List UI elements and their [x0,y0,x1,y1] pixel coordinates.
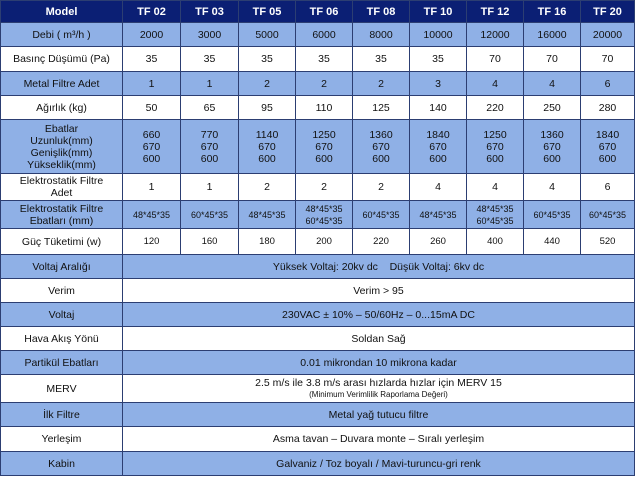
row-label-line: Yükseklik(mm) [27,158,96,171]
table-cell [181,120,239,174]
table-cell: 5000 [239,23,296,47]
table-cell: 125 [353,96,410,120]
table-cell: 2 [353,174,410,201]
table-cell: 70 [524,47,581,72]
table-cell: 35 [353,47,410,72]
table-cell: 70 [581,47,635,72]
cell-line: 60*45*35 [362,209,400,220]
header-model: TF 10 [410,1,467,23]
row-label-line: Adet [50,187,73,199]
table-cell [467,201,524,229]
table-cell: 440 [524,229,581,255]
table-cell: 220 [467,96,524,120]
table-cell: 0.01 mikrondan 10 mikrona kadar [123,351,635,375]
table-cell: 1 [123,72,181,96]
cell-line: 48*45*35 [419,209,457,220]
table-cell: 6 [581,174,635,201]
row-label [1,174,123,201]
row-label: MERV [1,375,123,403]
table-cell: 50 [123,96,181,120]
cell-line: 670 [200,140,219,153]
row-ebatlar [1,120,635,174]
table-cell [524,201,581,229]
cell-line: 600 [258,152,276,165]
table-cell: 35 [296,47,353,72]
row-label: İlk Filtre [1,403,123,427]
table-cell [524,120,581,174]
table-cell [181,201,239,229]
table-cell: 35 [239,47,296,72]
cell-line: 60*45*35 [533,209,571,220]
table-cell: 2 [296,72,353,96]
row-verim [1,279,635,303]
table-cell: 2 [353,72,410,96]
cell-line: 1840 [426,128,450,141]
table-cell: Verim > 95 [123,279,635,303]
table-cell: 160 [181,229,239,255]
row-basinc [1,47,635,72]
row-hava-akis [1,327,635,351]
table-cell: 8000 [353,23,410,47]
table-cell [123,120,181,174]
row-label-line: Ebatlar [44,122,79,135]
table-cell: 4 [467,174,524,201]
table-cell: 6000 [296,23,353,47]
table-cell: Yüksek Voltaj: 20kv dc Düşük Voltaj: 6kv dc [123,255,635,279]
table-cell: 4 [524,174,581,201]
row-label: Kabin [1,452,123,476]
table-cell [123,375,635,403]
row-agirlik [1,96,635,120]
row-label: Verim [1,279,123,303]
table-cell [239,120,296,174]
header-model: TF 16 [524,1,581,23]
cell-line: 670 [258,140,276,153]
table-cell: 1 [181,72,239,96]
cell-line: 1840 [595,128,620,141]
row-elektrostatik-adet [1,174,635,201]
cell-line: 1140 [255,128,279,141]
table-cell [410,201,467,229]
table-cell [581,120,635,174]
table-cell: Soldan Sağ [123,327,635,351]
table-cell: 520 [581,229,635,255]
cell-line: 48*45*35 [132,209,171,220]
row-label [1,120,123,174]
table-cell: 280 [581,96,635,120]
cell-line: 660 [142,128,161,141]
cell-line: 770 [200,128,219,141]
row-metal-filtre [1,72,635,96]
table-cell: 35 [181,47,239,72]
header-row [1,1,635,23]
header-model: TF 02 [123,1,181,23]
row-yerlesim [1,427,635,452]
table-cell: 16000 [524,23,581,47]
table-cell: 3 [410,72,467,96]
cell-line: 600 [200,152,219,165]
table-cell: 400 [467,229,524,255]
table-cell [467,120,524,174]
cell-line: 48*45*35 [305,203,343,214]
table-cell: 220 [353,229,410,255]
cell-line: 600 [372,152,390,165]
row-debi [1,23,635,47]
table-cell [296,120,353,174]
table-cell: 140 [410,96,467,120]
cell-line: 670 [429,140,447,153]
cell-line: 48*45*35 [248,209,286,220]
table-cell: 110 [296,96,353,120]
row-guc [1,229,635,255]
table-cell: 180 [239,229,296,255]
cell-line: 600 [315,152,333,165]
cell-line: 48*45*35 [476,203,514,214]
row-label: Güç Tüketimi (w) [1,229,123,255]
row-label: Ağırlık (kg) [1,96,123,120]
table-cell: Asma tavan – Duvara monte – Sıralı yerleşim [123,427,635,452]
row-elektrostatik-ebat [1,201,635,229]
table-cell: 10000 [410,23,467,47]
row-kabin [1,452,635,476]
cell-line: 600 [142,152,161,165]
row-label: Voltaj [1,303,123,327]
table-cell: 250 [524,96,581,120]
table-cell [123,201,181,229]
table-cell: 2 [239,72,296,96]
row-label-line: Uzunluk(mm) [30,134,93,147]
cell-line: 670 [372,140,390,153]
table-cell: 1 [181,174,239,201]
row-label-line: Genişlik(mm) [30,146,93,159]
cell-line: 670 [543,140,561,153]
row-ilk-filtre [1,403,635,427]
row-label: Yerleşim [1,427,123,452]
table-cell [353,201,410,229]
header-model-label: Model [1,1,123,23]
table-cell [410,120,467,174]
table-cell: 2000 [123,23,181,47]
cell-line: 60*45*35 [588,209,627,220]
table-cell: 6 [581,72,635,96]
table-cell: 200 [296,229,353,255]
table-cell [581,201,635,229]
table-cell: 260 [410,229,467,255]
table-cell: 120 [123,229,181,255]
cell-line: 60*45*35 [476,215,514,226]
table-cell: 4 [410,174,467,201]
cell-line: 60*45*35 [305,215,343,226]
row-label-line: Elektrostatik Filtre [19,175,104,187]
cell-line: 600 [486,152,504,165]
table-cell: 70 [467,47,524,72]
table-cell [239,201,296,229]
row-partikul [1,351,635,375]
cell-line: 600 [543,152,561,165]
cell-line: 600 [429,152,447,165]
row-label [1,201,123,229]
cell-note: (Minimum Verimlilik Raporlama Değeri) [309,389,448,399]
table-cell: 2 [239,174,296,201]
table-cell: Metal yağ tutucu filtre [123,403,635,427]
header-model: TF 06 [296,1,353,23]
row-voltaj [1,303,635,327]
table-cell [353,120,410,174]
table-cell: 35 [410,47,467,72]
row-label: Voltaj Aralığı [1,255,123,279]
row-label: Partikül Ebatları [1,351,123,375]
cell-line: 60*45*35 [190,209,229,220]
cell-line: 670 [315,140,333,153]
table-cell: 20000 [581,23,635,47]
table-cell: 95 [239,96,296,120]
table-cell: 3000 [181,23,239,47]
row-label: Debi ( m³/h ) [1,23,123,47]
cell-line: 1360 [369,128,393,141]
cell-line: 670 [142,140,161,153]
cell-line: 600 [598,152,617,165]
cell-line: 2.5 m/s ile 3.8 m/s arası hızlarda hızlar için MERV 15 [255,376,502,389]
cell-line: 1360 [540,128,564,141]
row-label: Basınç Düşümü (Pa) [1,47,123,72]
table-cell: 1 [123,174,181,201]
row-label-line: Elektrostatik Filtre [19,202,104,215]
header-model: TF 05 [239,1,296,23]
cell-line: 1250 [312,128,336,141]
table-cell: 2 [296,174,353,201]
table-cell: Galvaniz / Toz boyalı / Mavi-turuncu-gri renk [123,452,635,476]
row-label: Hava Akış Yönü [1,327,123,351]
row-voltaj-araligi [1,255,635,279]
cell-line: 1250 [483,128,507,141]
header-model: TF 03 [181,1,239,23]
cell-line: 670 [486,140,504,153]
table-cell: 35 [123,47,181,72]
table-cell: 65 [181,96,239,120]
header-model: TF 20 [581,1,635,23]
table-cell: 4 [524,72,581,96]
table-cell: 230VAC ± 10% – 50/60Hz – 0...15mA DC [123,303,635,327]
row-merv [1,375,635,403]
table-cell [296,201,353,229]
row-label: Metal Filtre Adet [1,72,123,96]
cell-line: 670 [598,140,617,153]
row-label-line: Ebatları (mm) [29,214,94,227]
table-cell: 12000 [467,23,524,47]
header-model: TF 12 [467,1,524,23]
table-cell: 4 [467,72,524,96]
header-model: TF 08 [353,1,410,23]
